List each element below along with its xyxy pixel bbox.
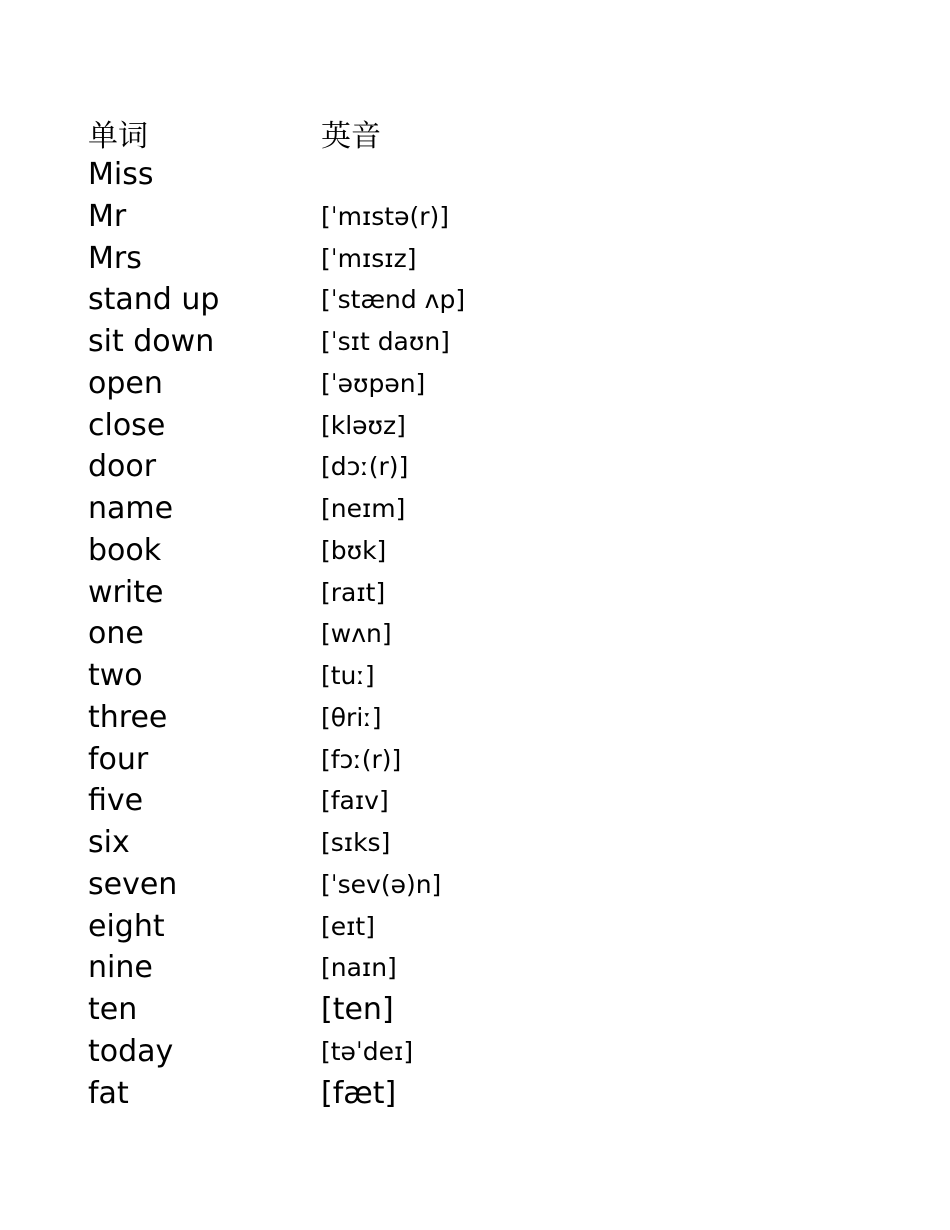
word-cell: book — [88, 532, 162, 568]
word-cell: today — [88, 1033, 174, 1069]
vocabulary-table — [88, 112, 688, 1114]
table-row — [88, 1072, 688, 1114]
word-cell: ten — [88, 992, 138, 1028]
ipa-cell: [faɪv] — [321, 786, 389, 816]
ipa-cell: [neɪm] — [321, 494, 406, 524]
table-row — [88, 154, 688, 196]
ipa-cell: [θriː] — [321, 702, 382, 732]
ipa-cell: [dɔː(r)] — [321, 452, 409, 482]
table-row — [88, 780, 688, 822]
ipa-cell: [ˈəʊpən] — [321, 368, 426, 398]
ipa-cell: [təˈdeɪ] — [321, 1036, 414, 1066]
ipa-cell: [eɪt] — [321, 911, 375, 941]
word-cell: name — [88, 491, 174, 527]
table-row — [88, 530, 688, 572]
word-cell: open — [88, 365, 163, 401]
word-cell: eight — [88, 908, 165, 944]
word-cell: one — [88, 616, 144, 652]
ipa-cell: [ˈsɪt daʊn] — [321, 327, 450, 357]
word-cell: seven — [88, 866, 178, 902]
ipa-cell: [raɪt] — [321, 577, 386, 607]
table-row — [88, 655, 688, 697]
table-header — [88, 112, 688, 154]
table-row — [88, 738, 688, 780]
ipa-cell: [ˈsev(ə)n] — [321, 869, 442, 899]
table-row — [88, 905, 688, 947]
word-cell: close — [88, 407, 166, 443]
table-row — [88, 237, 688, 279]
ipa-cell: [ˈmɪsɪz] — [321, 243, 417, 273]
table-row — [88, 864, 688, 906]
table-row — [88, 363, 688, 405]
ipa-cell: [ten] — [321, 992, 394, 1028]
header-word: 单词 — [88, 118, 148, 154]
table-row — [88, 697, 688, 739]
ipa-cell: [wʌn] — [321, 619, 392, 649]
ipa-cell: [fæt] — [321, 1075, 397, 1111]
header-pronunciation: 英音 — [321, 118, 381, 154]
ipa-cell: [tuː] — [321, 661, 375, 691]
ipa-cell: [ˈstænd ʌp] — [321, 285, 466, 315]
word-cell: Miss — [88, 157, 154, 193]
table-row — [88, 321, 688, 363]
table-row — [88, 1031, 688, 1073]
table-row — [88, 571, 688, 613]
table-row — [88, 613, 688, 655]
ipa-cell: [naɪn] — [321, 953, 397, 983]
word-cell: three — [88, 699, 168, 735]
word-cell: write — [88, 574, 164, 610]
word-cell: five — [88, 783, 144, 819]
table-row — [88, 446, 688, 488]
word-cell: two — [88, 658, 143, 694]
word-cell: stand up — [88, 282, 220, 318]
table-row — [88, 196, 688, 238]
word-cell: Mrs — [88, 240, 142, 276]
word-cell: fat — [88, 1075, 129, 1111]
table-row — [88, 279, 688, 321]
word-cell: Mr — [88, 198, 127, 234]
ipa-cell: [sɪks] — [321, 828, 391, 858]
word-cell: six — [88, 825, 130, 861]
word-cell: door — [88, 449, 157, 485]
table-row — [88, 404, 688, 446]
word-cell: four — [88, 741, 149, 777]
table-row — [88, 488, 688, 530]
word-cell: sit down — [88, 324, 215, 360]
word-cell: nine — [88, 950, 153, 986]
ipa-cell: [bʊk] — [321, 535, 387, 565]
ipa-cell: [kləʊz] — [321, 410, 406, 440]
ipa-cell: [ˈmɪstə(r)] — [321, 201, 450, 231]
table-row — [88, 947, 688, 989]
table-row — [88, 989, 688, 1031]
table-row — [88, 822, 688, 864]
ipa-cell: [fɔː(r)] — [321, 744, 402, 774]
